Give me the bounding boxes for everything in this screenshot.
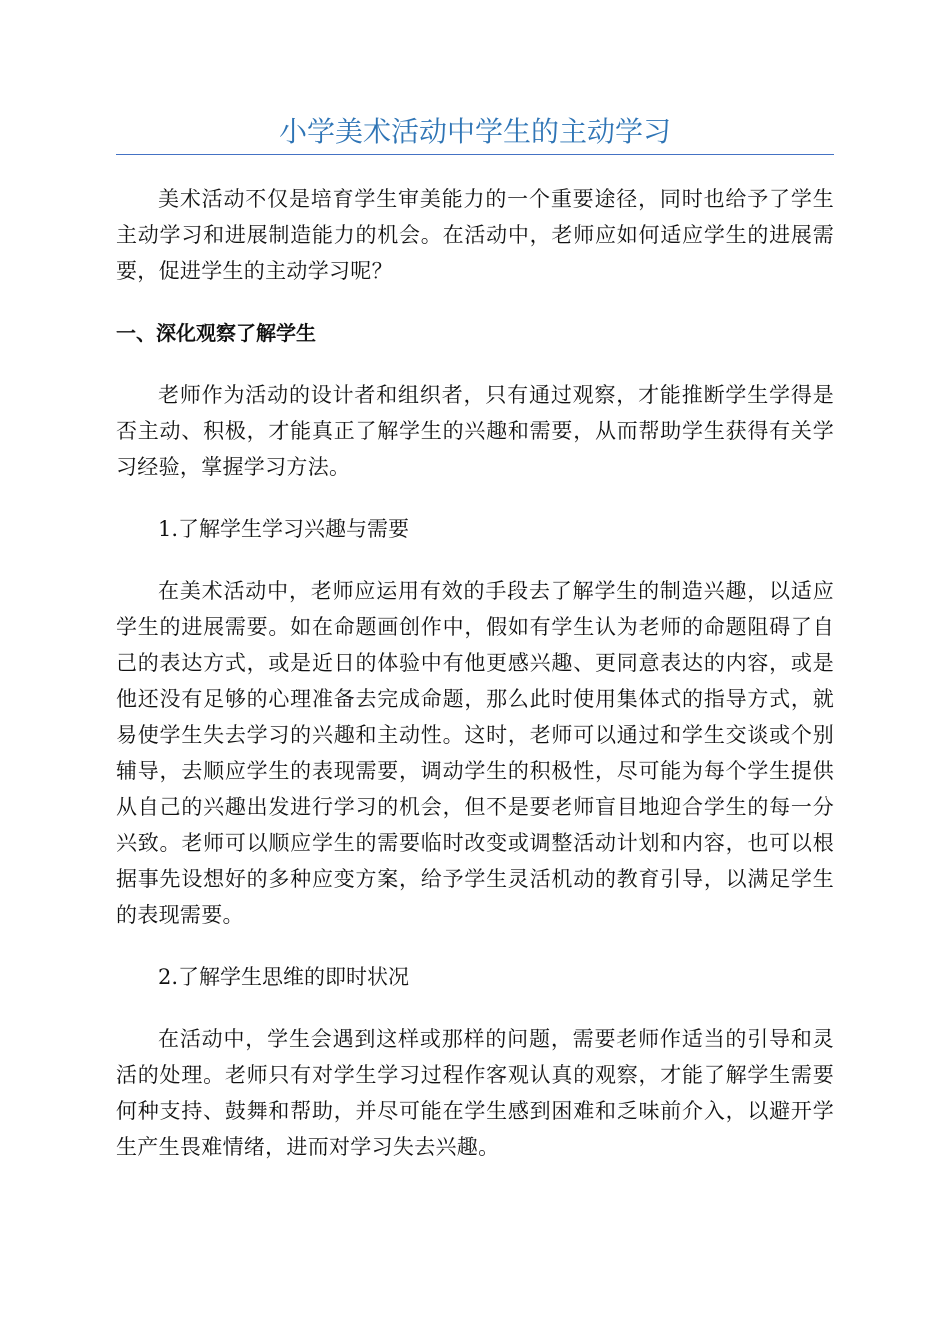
subsection-paragraph-1: 在美术活动中，老师应运用有效的手段去了解学生的制造兴趣，以适应学生的进展需要。如在命题画创作中，假如有学生认为老师的命题阻碍了自己的表达方式，或是近日的体验中有他更感兴趣、更同意表达的内容，或是他还没有足够的心理准备去完成命题，那么此时使用集体式的指导方式，就易使学生失去学习的兴趣和主动性。这时，老师可以通过和学生交谈或个别辅导，去顺应学生的表现需要，调动学生的积极性，尽可能为每个学生提供从自己的兴趣出发进行学习的机会，但不是要老师盲目地迎合学生的每一分兴致。老师可以顺应学生的需要临时改变或调整活动计划和内容，也可以根据事先设想好的多种应变方案，给予学生灵活机动的教育引导，以满足学生的表现需要。 bbox=[116, 579, 834, 927]
document-body bbox=[116, 181, 834, 1165]
subsection-heading-1: 1.了解学生学习兴趣与需要 bbox=[158, 517, 410, 541]
title-underline bbox=[116, 154, 834, 155]
intro-paragraph: 美术活动不仅是培育学生审美能力的一个重要途径，同时也给予了学生主动学习和进展制造能力的机会。在活动中，老师应如何适应学生的进展需要，促进学生的主动学习呢？ bbox=[116, 187, 834, 283]
subsection-paragraph-2: 在活动中，学生会遇到这样或那样的问题，需要老师作适当的引导和灵活的处理。老师只有对学生学习过程作客观认真的观察，才能了解学生需要何种支持、鼓舞和帮助，并尽可能在学生感到困难和乏味前介入，以避开学生产生畏难情绪，进而对学习失去兴趣。 bbox=[116, 1027, 834, 1159]
document-title: 小学美术活动中学生的主动学习 bbox=[278, 115, 671, 148]
section-intro-paragraph: 老师作为活动的设计者和组织者，只有通过观察，才能推断学生学得是否主动、积极，才能真正了解学生的兴趣和需要，从而帮助学生获得有关学习经验，掌握学习方法。 bbox=[116, 383, 834, 479]
section-heading: 一、深化观察了解学生 bbox=[116, 321, 316, 345]
subsection-heading-2: 2.了解学生思维的即时状况 bbox=[158, 965, 410, 989]
